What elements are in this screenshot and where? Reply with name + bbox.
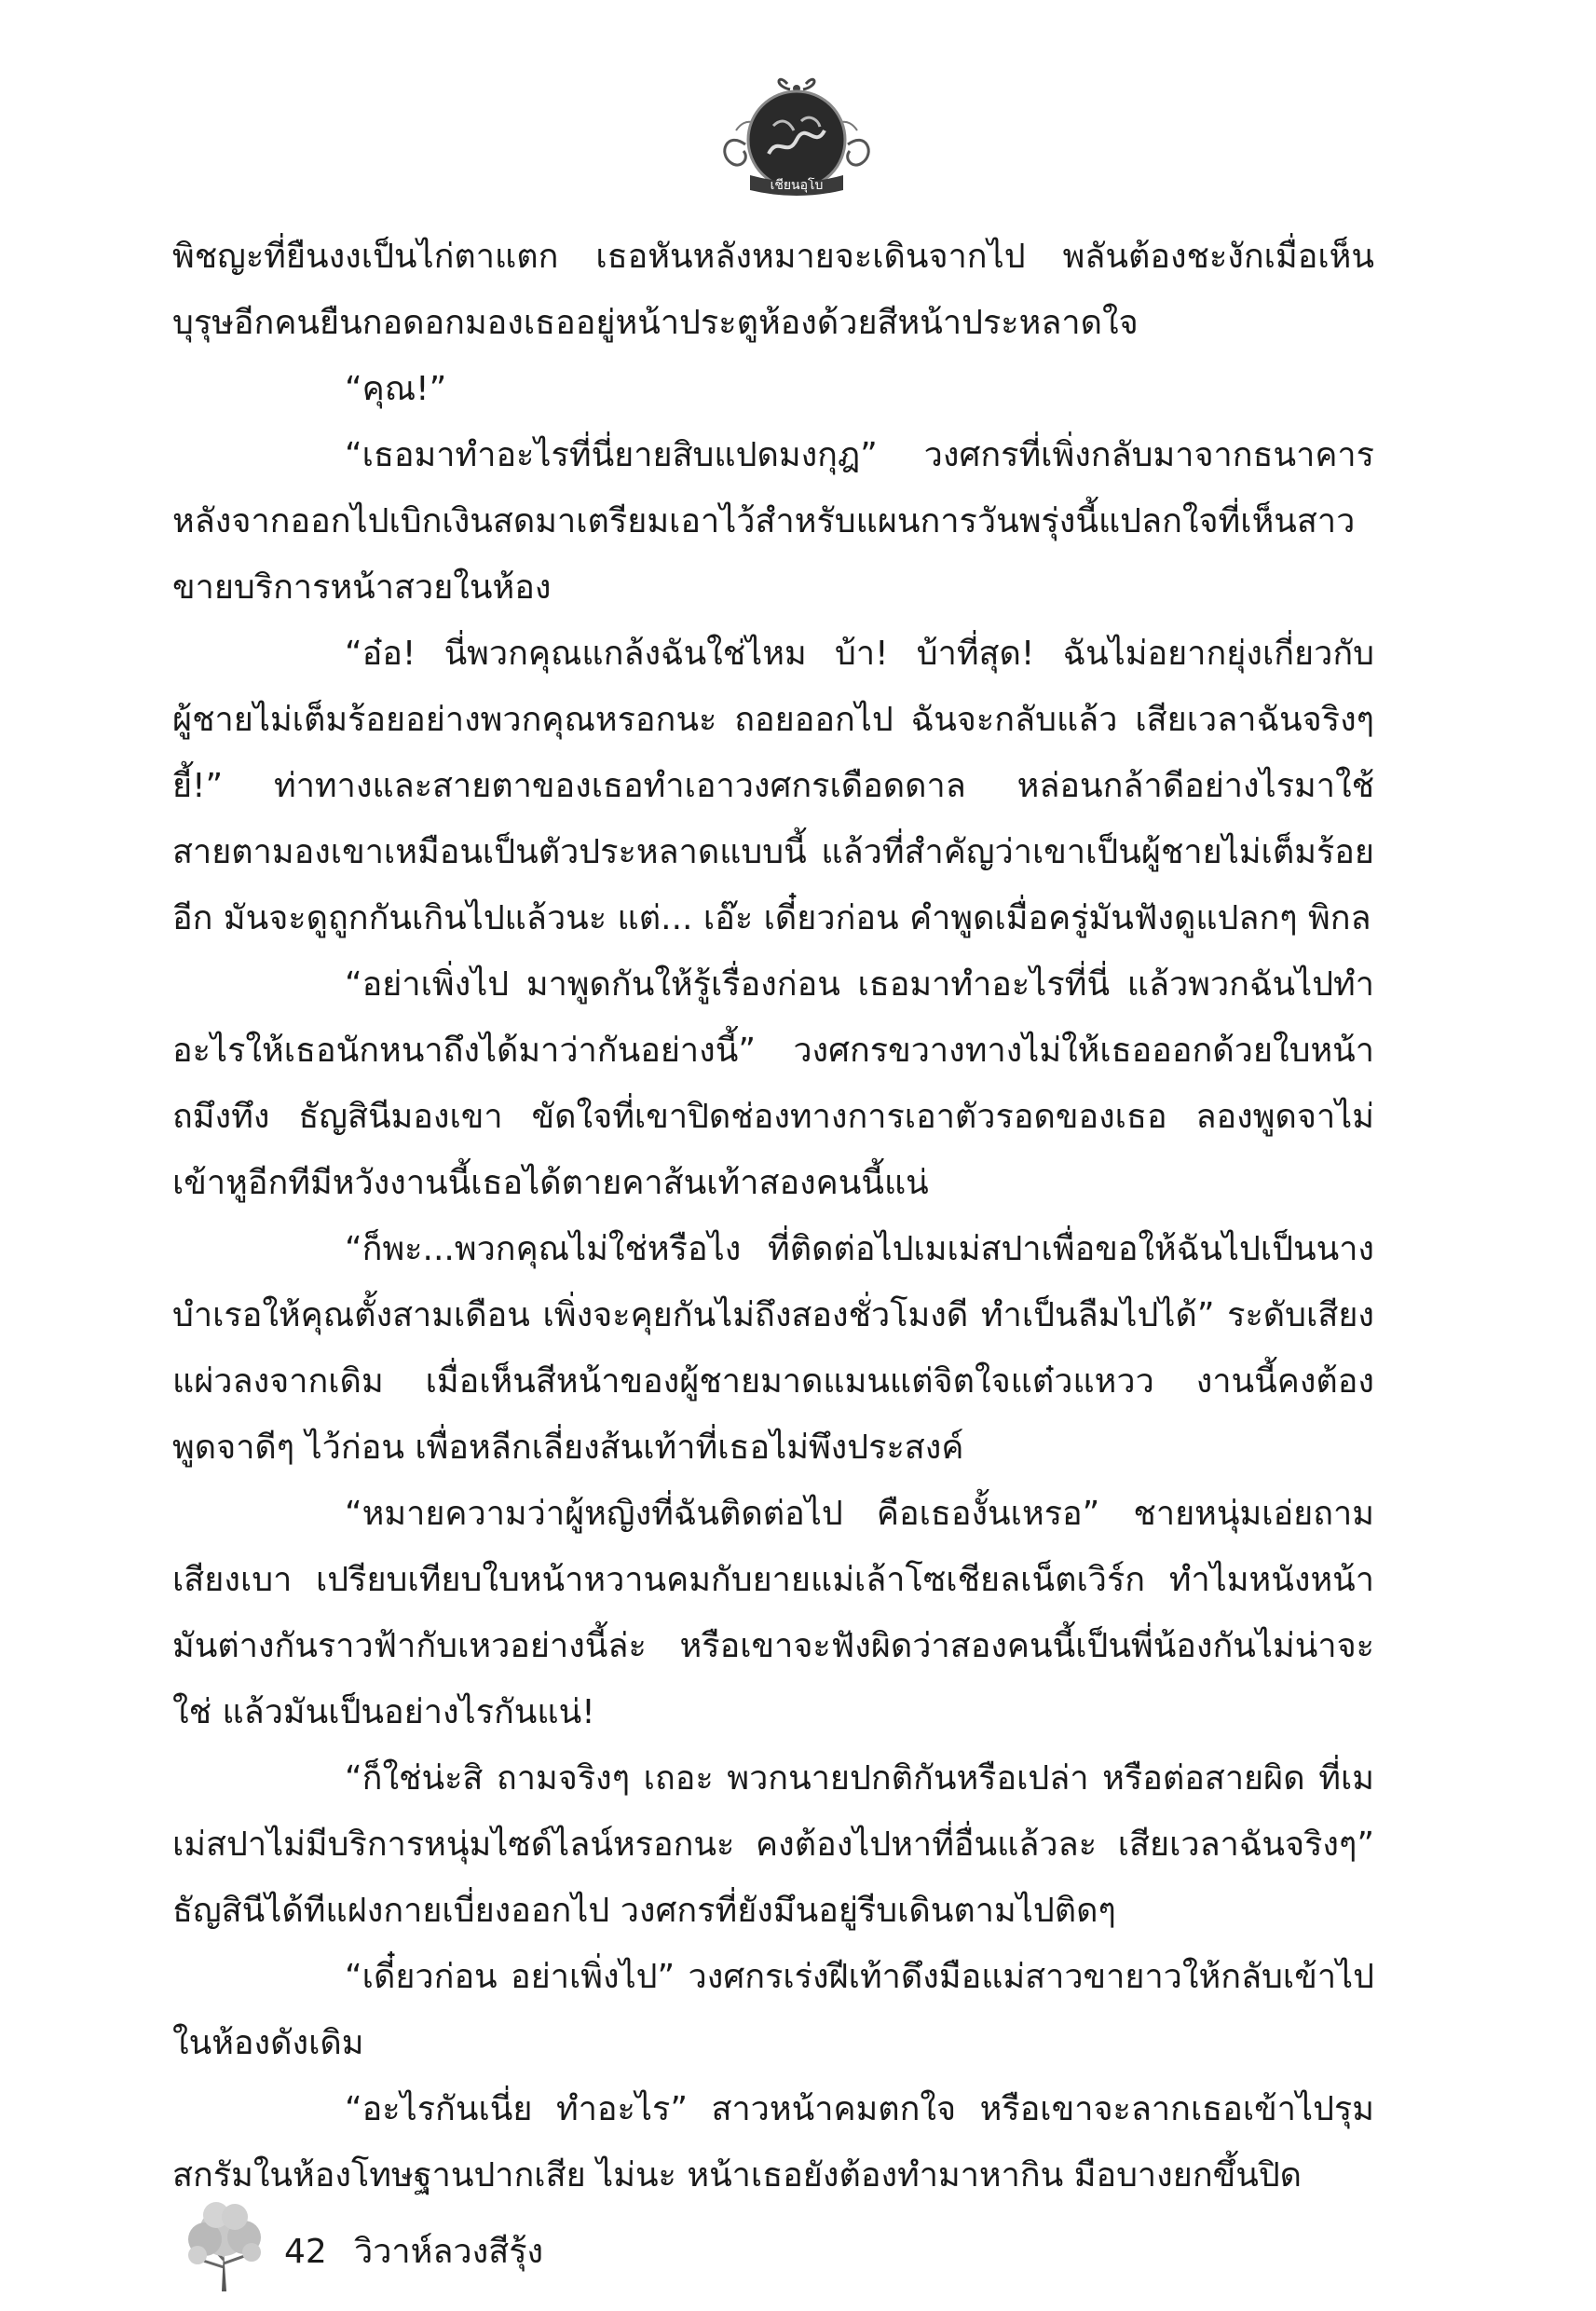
paragraph: “หมายความว่าผู้หญิงที่ฉันติดต่อไป คือเธองั้นเหรอ” ชายหนุ่มเอ่ยถามเสียงเบา เปรียบเทียบใบหน้าหวานคมกับยายแม่เล้าโซเชียลเน็ตเวิร์ก ทำไมหนังหน้ามันต่างกันราวฟ้ากับเหวอย่างนี้ล่ะ หรือเขาจะฟังผิดว่าสองคนนี้เป็นพี่น้องกันไม่น่าจะใช่ แล้วมันเป็นอย่างไรกันแน่! [172, 1495, 1374, 1731]
ornamental-logo-icon [708, 65, 885, 205]
header-emblem [708, 65, 885, 205]
paragraph: “เดี๋ยวก่อน อย่าเพิ่งไป” วงศกรเร่งฝีเท้าดึงมือแม่สาวขายาวให้กลับเข้าไปในห้องดังเดิม [172, 1958, 1374, 2062]
page-footer [177, 2195, 829, 2297]
book-title: วิวาห์ลวงสีรุ้ง [354, 2233, 544, 2271]
paragraph: “อ๋อ! นี่พวกคุณแกล้งฉันใช่ไหม บ้า! บ้าที่สุด! ฉันไม่อยากยุ่งเกี่ยวกับผู้ชายไม่เต็มร้อยอย่างพวกคุณหรอกนะ ถอยออกไป ฉันจะกลับแล้ว เสียเวลาฉันจริงๆ ยี้!” ท่าทางและสายตาของเธอทำเอาวงศกรเดือดดาล หล่อนกล้าดีอย่างไรมาใช้สายตามองเขาเหมือนเป็นตัวประหลาดแบบนี้ แล้วที่สำคัญว่าเขาเป็นผู้ชายไม่เต็มร้อยอีก มันจะดูถูกกันเกินไปแล้วนะ แต่... เอ๊ะ เดี๋ยวก่อน คำพูดเมื่อครู่มันฟังดูแปลกๆ พิกล [172, 635, 1374, 937]
paragraph: พิชญะที่ยืนงงเป็นไก่ตาแตก เธอหันหลังหมายจะเดินจากไป พลันต้องชะงักเมื่อเห็นบุรุษอีกคนยืนกอดอกมองเธออยู่หน้าประตูห้องด้วยสีหน้าประหลาดใจ [172, 238, 1374, 342]
paragraph: “อะไรกันเนี่ย ทำอะไร” สาวหน้าคมตกใจ หรือเขาจะลากเธอเข้าไปรุมสกรัมในห้องโทษฐานปากเสีย ไม่นะ หน้าเธอยังต้องทำมาหากิน มือบางยกขึ้นปิด [172, 2090, 1374, 2195]
paragraph: “ก็ใช่น่ะสิ ถามจริงๆ เถอะ พวกนายปกติกันหรือเปล่า หรือต่อสายผิด ที่เมเม่สปาไม่มีบริการหนุ่มไซด์ไลน์หรอกนะ คงต้องไปหาที่อื่นแล้วละ เสียเวลาฉันจริงๆ” ธัญสินีได้ทีแฝงกายเบี่ยงออกไป วงศกรที่ยังมึนอยู่รีบเดินตามไปติดๆ [172, 1759, 1374, 1930]
body-text [172, 224, 1374, 2208]
logo-text: เชียนอุโบ [770, 178, 824, 193]
paragraph: “เธอมาทำอะไรที่นี่ยายสิบแปดมงกุฎ” วงศกรที่เพิ่งกลับมาจากธนาคารหลังจากออกไปเบิกเงินสดมาเตรียมเอาไว้สำหรับแผนการวันพรุ่งนี้แปลกใจที่เห็นสาวขายบริการหน้าสวยในห้อง [172, 436, 1374, 607]
paragraph: “อย่าเพิ่งไป มาพูดกันให้รู้เรื่องก่อน เธอมาทำอะไรที่นี่ แล้วพวกฉันไปทำอะไรให้เธอนักหนาถึงได้มาว่ากันอย่างนี้” วงศกรขวางทางไม่ให้เธอออกด้วยใบหน้าถมึงทึง ธัญสินีมองเขา ขัดใจที่เขาปิดช่องทางการเอาตัวรอดของเธอ ลองพูดจาไม่เข้าหูอีกทีมีหวังงานนี้เธอได้ตายคาส้นเท้าสองคนนี้แน่ [172, 965, 1374, 1202]
paragraph: “ก็พะ...พวกคุณไม่ใช่หรือไง ที่ติดต่อไปเมเม่สปาเพื่อขอให้ฉันไปเป็นนางบำเรอให้คุณตั้งสามเดือน เพิ่งจะคุยกันไม่ถึงสองชั่วโมงดี ทำเป็นลืมไปได้” ระดับเสียงแผ่วลงจากเดิม เมื่อเห็นสีหน้าของผู้ชายมาดแมนแต่จิตใจแต๋วแหวว งานนี้คงต้องพูดจาดีๆ ไว้ก่อน เพื่อหลีกเลี่ยงส้นเท้าที่เธอไม่พึงประสงค์ [172, 1230, 1374, 1467]
tree-icon [177, 2195, 270, 2292]
paragraph: “คุณ!” [345, 370, 447, 408]
page-number: 42 [284, 2233, 327, 2271]
